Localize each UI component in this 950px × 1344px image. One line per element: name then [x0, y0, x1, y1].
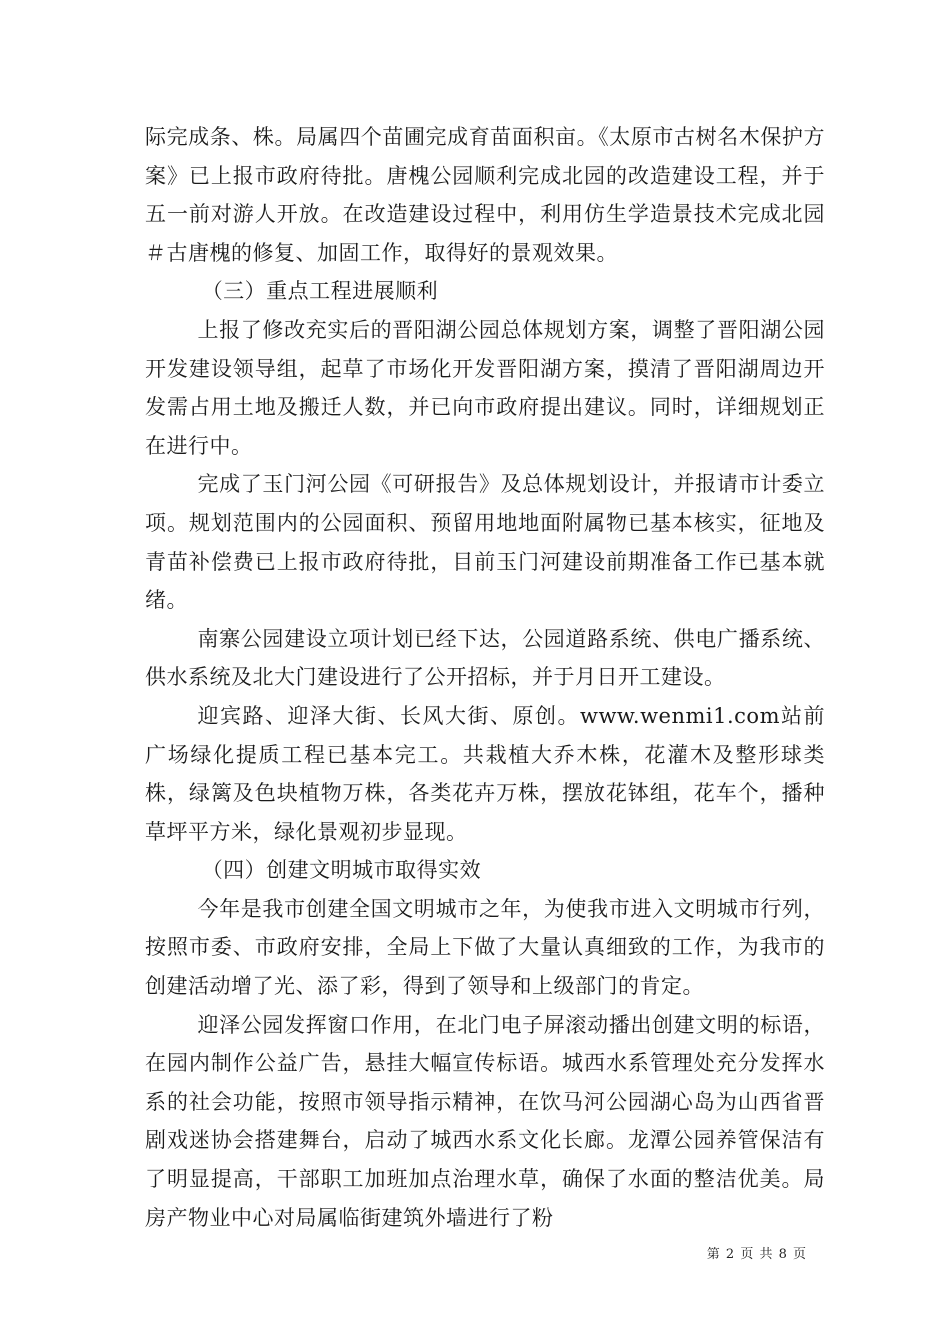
section-heading-4: （四）创建文明城市取得实效 — [201, 858, 482, 883]
section-heading-3: （三）重点工程进展顺利 — [201, 279, 439, 304]
paragraph-greening-project: 迎宾路、迎泽大街、长风大街、原创。www.wenmi1.com站前广场绿化提质工程已基本完工。共栽植大乔木株，花灌木及整形球类株，绿篱及色块植物万株，各类花卉万株，摆放花钵组，花车个，播种草坪平方米，绿化景观初步显现。 — [145, 703, 825, 844]
paragraph-nanzhai-park: 南寨公园建设立项计划已经下达，公园道路系统、供电广播系统、供水系统及北大门建设进行了公开招标，并于月日开工建设。 — [145, 626, 825, 690]
paragraph-yingze-park: 迎泽公园发挥窗口作用，在北门电子屏滚动播出创建文明的标语，在园内制作公益广告，悬挂大幅宣传标语。城西水系管理处充分发挥水系的社会功能，按照市领导指示精神，在饮马河公园湖心岛为山西省晋剧戏迷协会搭建舞台，启动了城西水系文化长廊。龙潭公园养管保洁有了明显提高，干部职工加班加点治理水草，确保了水面的整洁优美。局房产物业中心对局属临街建筑外墙进行了粉 — [145, 1012, 825, 1230]
paragraph-jinyang-lake: 上报了修改充实后的晋阳湖公园总体规划方案，调整了晋阳湖公园开发建设领导组，起草了市场化开发晋阳湖方案，摸清了晋阳湖周边开发需占用土地及搬迁人数，并已向市政府提出建议。同时，详细规划正在进行中。 — [145, 317, 825, 458]
paragraph-yumen-river: 完成了玉门河公园《可研报告》及总体规划设计，并报请市计委立项。规划范围内的公园面积、预留用地地面附属物已基本核实，征地及青苗补偿费已上报市政府待批，目前玉门河建设前期准备工作已基本就绪。 — [145, 472, 825, 613]
page-number: 第 2 页 共 8 页 — [706, 1247, 807, 1262]
paragraph-civilized-city: 今年是我市创建全国文明城市之年，为使我市进入文明城市行列，按照市委、市政府安排，全局上下做了大量认真细致的工作，为我市的创建活动增了光、添了彩，得到了领导和上级部门的肯定。 — [145, 896, 825, 999]
document-body — [145, 118, 825, 1237]
paragraph-continuation: 际完成条、株。局属四个苗圃完成育苗面积亩。《太原市古树名木保护方案》已上报市政府待批。唐槐公园顺利完成北园的改造建设工程，并于五一前对游人开放。在改造建设过程中，利用仿生学造景技术完成北园＃古唐槐的修复、加固工作，取得好的景观效果。 — [145, 125, 825, 265]
